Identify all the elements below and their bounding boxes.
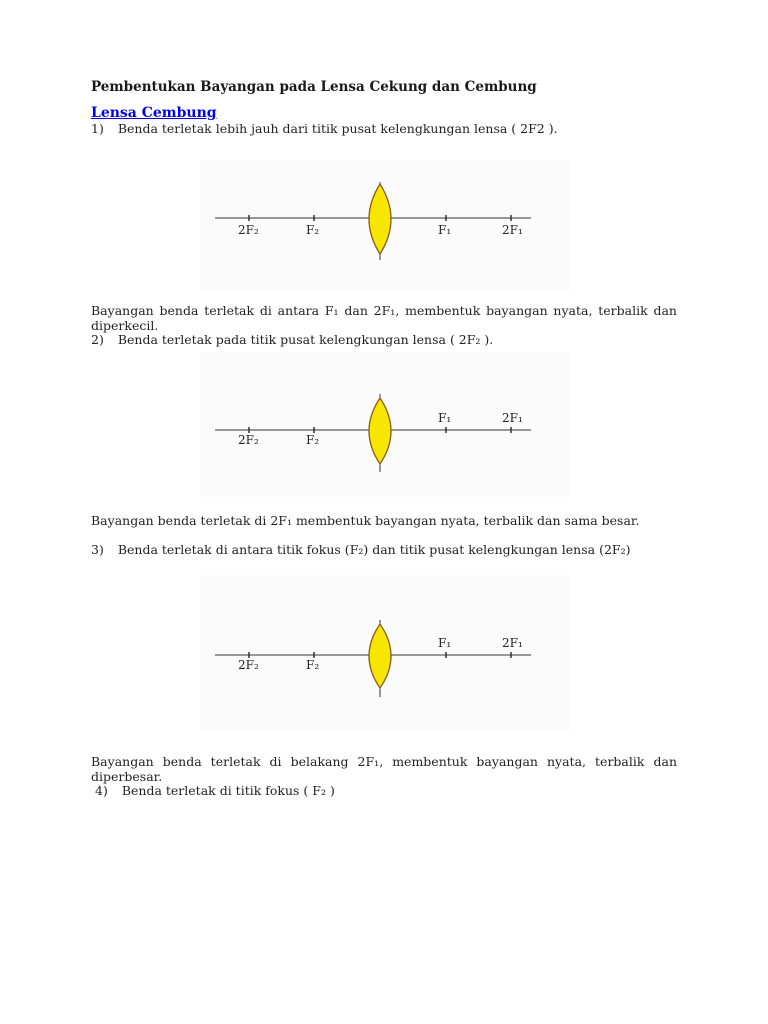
list-item-1 [91,121,558,136]
item-number: 1) [91,121,104,136]
item-text: Benda terletak di titik fokus ( F₂ ) [121,783,335,798]
label-2f2: 2F₂ [238,658,259,672]
label-2f1: 2F₁ [502,636,523,650]
label-f1: F₁ [438,223,452,237]
item-number: 2) [91,332,104,347]
label-2f1: 2F₁ [502,411,523,425]
lens-diagram-3 [200,575,570,730]
item-number: 4) [95,783,108,798]
label-f2: F₂ [306,433,320,447]
item-number: 3) [91,542,104,557]
label-f1: F₁ [438,636,452,650]
item-text: Benda terletak lebih jauh dari titik pusat kelengkungan lensa ( 2F2 ). [117,121,558,136]
list-item-4 [95,783,335,798]
label-f2: F₂ [306,658,320,672]
label-2f2: 2F₂ [238,433,259,447]
item-text: Benda terletak di antara titik fokus (F₂) dan titik pusat kelengkungan lensa (2F₂) [117,542,631,557]
lens-diagram-2 [200,352,570,497]
label-2f2: 2F₂ [238,223,259,237]
label-2f1: 2F₁ [502,223,523,237]
result-paragraph-2: Bayangan benda terletak di 2F₁ membentuk bayangan nyata, terbalik dan sama besar. [91,513,640,528]
section-heading-link[interactable]: Lensa Cembung [91,105,217,121]
label-f1: F₁ [438,411,452,425]
label-f2: F₂ [306,223,320,237]
list-item-3 [91,542,630,557]
list-item-2 [91,332,493,347]
result-paragraph-1: Bayangan benda terletak di antara F₁ dan 2F₁, membentuk bayangan nyata, terbalik dan diperkecil. [91,303,677,333]
lens-diagram-1 [200,160,570,290]
item-text: Benda terletak pada titik pusat kelengkungan lensa ( 2F₂ ). [117,332,494,347]
page-title: Pembentukan Bayangan pada Lensa Cekung dan Cembung [91,79,537,95]
result-paragraph-3: Bayangan benda terletak di belakang 2F₁, membentuk bayangan nyata, terbalik dan diperbesar. [91,754,677,784]
